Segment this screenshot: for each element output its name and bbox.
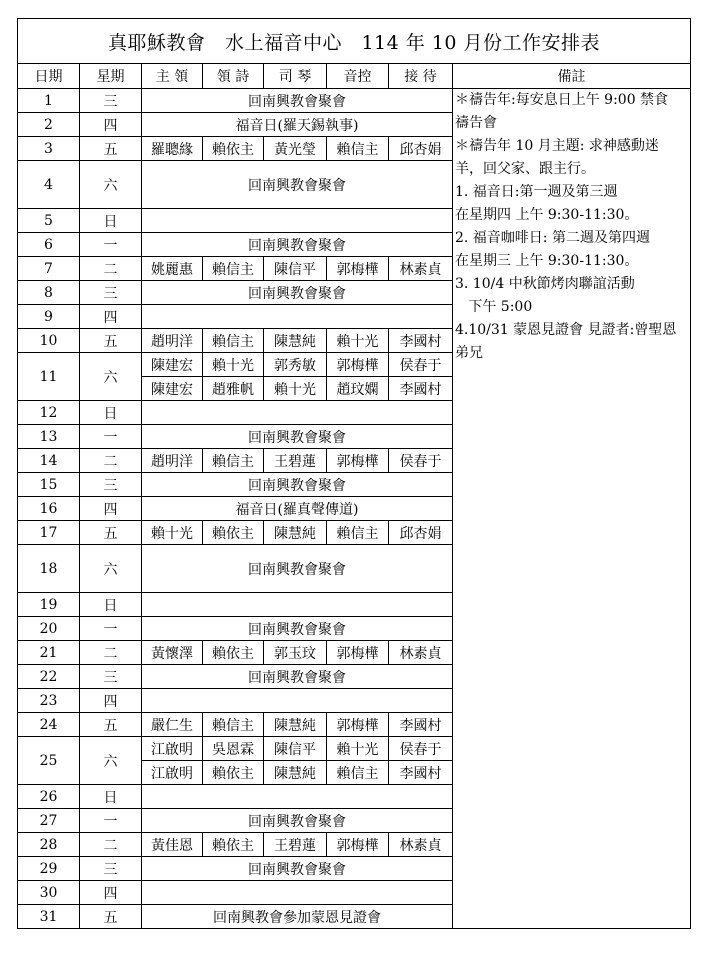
pianist-header: 司 琴	[264, 64, 327, 89]
sound-control-cell: 郭梅樺	[327, 257, 389, 281]
leader-cell: 趙明洋	[142, 449, 203, 473]
pianist-cell: 陳慧純	[264, 761, 327, 785]
reception-cell: 林素貞	[389, 257, 453, 281]
weekday-cell: 二	[80, 449, 142, 473]
hymn-leader-cell: 賴依主	[203, 521, 264, 545]
date-cell: 29	[18, 857, 80, 881]
sound-control-cell: 賴信主	[327, 761, 389, 785]
reception-cell: 侯春于	[389, 737, 453, 761]
date-cell: 12	[18, 401, 80, 425]
reception-cell: 李國村	[389, 329, 453, 353]
date-cell: 20	[18, 617, 80, 641]
merged-note-cell: 福音日(羅真聲傳道)	[142, 497, 453, 521]
weekday-cell: 六	[80, 737, 142, 785]
schedule-body	[18, 89, 691, 929]
merged-note-cell: 福音日(羅天錫執事)	[142, 113, 453, 137]
sound-control-cell: 郭梅樺	[327, 353, 389, 377]
date-cell: 3	[18, 137, 80, 161]
hymn-leader-cell: 賴依主	[203, 641, 264, 665]
table-row	[18, 89, 691, 113]
merged-note-cell	[142, 689, 453, 713]
hymn-leader-header: 領 詩	[203, 64, 264, 89]
merged-note-cell: 回南興教會聚會	[142, 617, 453, 641]
weekday-cell: 日	[80, 401, 142, 425]
leader-cell: 陳建宏	[142, 377, 203, 401]
reception-cell: 侯春于	[389, 353, 453, 377]
date-cell: 24	[18, 713, 80, 737]
date-cell: 30	[18, 881, 80, 905]
merged-note-cell: 回南興教會聚會	[142, 857, 453, 881]
merged-note-cell: 回南興教會聚會	[142, 473, 453, 497]
sound-control-cell: 賴十光	[327, 737, 389, 761]
pianist-cell: 陳慧純	[264, 713, 327, 737]
weekday-cell: 四	[80, 305, 142, 329]
remark-line: 羊，回父家、跟主行。	[455, 161, 595, 177]
date-cell: 19	[18, 593, 80, 617]
merged-note-cell	[142, 785, 453, 809]
date-cell: 21	[18, 641, 80, 665]
date-cell: 6	[18, 233, 80, 257]
weekday-cell: 一	[80, 425, 142, 449]
reception-cell: 李國村	[389, 761, 453, 785]
reception-cell: 李國村	[389, 713, 453, 737]
weekday-cell: 二	[80, 641, 142, 665]
leader-cell: 江啟明	[142, 761, 203, 785]
date-cell: 5	[18, 209, 80, 233]
reception-header: 接 待	[389, 64, 453, 89]
pianist-cell: 王碧蓮	[264, 833, 327, 857]
sound-control-cell: 趙玟嫻	[327, 377, 389, 401]
pianist-cell: 郭秀敏	[264, 353, 327, 377]
merged-note-cell	[142, 209, 453, 233]
remarks-cell	[453, 89, 691, 929]
merged-note-cell: 回南興教會聚會	[142, 809, 453, 833]
merged-note-cell: 回南興教會聚會	[142, 281, 453, 305]
date-cell: 9	[18, 305, 80, 329]
weekday-cell: 三	[80, 665, 142, 689]
date-cell: 22	[18, 665, 80, 689]
date-cell: 26	[18, 785, 80, 809]
weekday-cell: 五	[80, 521, 142, 545]
date-cell: 7	[18, 257, 80, 281]
remark-line: 3. 10/4 中秋節烤肉聯誼活動	[455, 276, 635, 292]
leader-cell: 江啟明	[142, 737, 203, 761]
weekday-cell: 四	[80, 497, 142, 521]
merged-note-cell: 回南興教會參加蒙恩見證會	[142, 905, 453, 929]
merged-note-cell	[142, 593, 453, 617]
sound-control-cell: 賴信主	[327, 521, 389, 545]
remark-line: 4.10/31 蒙恩見證會 見證者:曾聖恩	[455, 322, 677, 338]
merged-note-cell: 回南興教會聚會	[142, 161, 453, 209]
header-row	[18, 64, 691, 89]
remark-line: 下午 5:00	[455, 299, 533, 315]
weekday-cell: 五	[80, 905, 142, 929]
reception-cell: 邱杏娟	[389, 521, 453, 545]
weekday-cell: 一	[80, 809, 142, 833]
sound-control-header: 音控	[327, 64, 389, 89]
sound-control-cell: 郭梅樺	[327, 449, 389, 473]
weekday-header: 星期	[80, 64, 142, 89]
hymn-leader-cell: 趙雅帆	[203, 377, 264, 401]
hymn-leader-cell: 賴信主	[203, 257, 264, 281]
merged-note-cell: 回南興教會聚會	[142, 545, 453, 593]
date-cell: 2	[18, 113, 80, 137]
leader-header: 主 領	[142, 64, 203, 89]
remark-line: 弟兄	[455, 345, 483, 361]
pianist-cell: 陳信平	[264, 737, 327, 761]
merged-note-cell: 回南興教會聚會	[142, 665, 453, 689]
pianist-cell: 賴十光	[264, 377, 327, 401]
sound-control-cell: 賴十光	[327, 329, 389, 353]
weekday-cell: 四	[80, 881, 142, 905]
date-header: 日期	[18, 64, 80, 89]
remark-line: ＊禱告年:每安息日上午 9:00 禁食	[455, 92, 669, 108]
date-cell: 14	[18, 449, 80, 473]
weekday-cell: 五	[80, 329, 142, 353]
pianist-cell: 黃光瑩	[264, 137, 327, 161]
hymn-leader-cell: 賴依主	[203, 137, 264, 161]
sound-control-cell: 賴信主	[327, 137, 389, 161]
weekday-cell: 日	[80, 785, 142, 809]
reception-cell: 邱杏娟	[389, 137, 453, 161]
leader-cell: 賴十光	[142, 521, 203, 545]
weekday-cell: 五	[80, 137, 142, 161]
merged-note-cell	[142, 305, 453, 329]
page-title: 真耶穌教會 水上福音中心 114 年 10 月份工作安排表	[18, 19, 691, 64]
sound-control-cell: 郭梅樺	[327, 641, 389, 665]
date-cell: 4	[18, 161, 80, 209]
pianist-cell: 陳慧純	[264, 329, 327, 353]
leader-cell: 嚴仁生	[142, 713, 203, 737]
leader-cell: 黃懷澤	[142, 641, 203, 665]
merged-note-cell	[142, 401, 453, 425]
remark-line: 在星期三 上午 9:30-11:30。	[455, 253, 639, 269]
weekday-cell: 日	[80, 209, 142, 233]
leader-cell: 姚麗惠	[142, 257, 203, 281]
date-cell: 8	[18, 281, 80, 305]
weekday-cell: 三	[80, 89, 142, 113]
remark-line: ＊禱告年 10 月主題: 求神感動迷	[455, 138, 659, 154]
remark-line: 1. 福音日:第一週及第三週	[455, 184, 618, 200]
leader-cell: 羅聰緣	[142, 137, 203, 161]
remarks-header: 備註	[453, 64, 691, 89]
pianist-cell: 陳慧純	[264, 521, 327, 545]
date-cell: 16	[18, 497, 80, 521]
sound-control-cell: 郭梅樺	[327, 713, 389, 737]
weekday-cell: 四	[80, 113, 142, 137]
weekday-cell: 三	[80, 281, 142, 305]
date-cell: 27	[18, 809, 80, 833]
weekday-cell: 二	[80, 833, 142, 857]
reception-cell: 侯春于	[389, 449, 453, 473]
schedule-table	[17, 18, 691, 929]
leader-cell: 黃佳恩	[142, 833, 203, 857]
date-cell: 11	[18, 353, 80, 401]
merged-note-cell: 回南興教會聚會	[142, 425, 453, 449]
hymn-leader-cell: 賴信主	[203, 449, 264, 473]
pianist-cell: 郭玉玟	[264, 641, 327, 665]
date-cell: 18	[18, 545, 80, 593]
date-cell: 17	[18, 521, 80, 545]
date-cell: 23	[18, 689, 80, 713]
date-cell: 1	[18, 89, 80, 113]
reception-cell: 李國村	[389, 377, 453, 401]
hymn-leader-cell: 賴依主	[203, 833, 264, 857]
weekday-cell: 四	[80, 689, 142, 713]
weekday-cell: 二	[80, 257, 142, 281]
hymn-leader-cell: 賴信主	[203, 329, 264, 353]
pianist-cell: 陳信平	[264, 257, 327, 281]
weekday-cell: 六	[80, 545, 142, 593]
hymn-leader-cell: 賴依主	[203, 761, 264, 785]
date-cell: 31	[18, 905, 80, 929]
remark-line: 2. 福音咖啡日: 第二週及第四週	[455, 230, 650, 246]
date-cell: 28	[18, 833, 80, 857]
date-cell: 13	[18, 425, 80, 449]
date-cell: 15	[18, 473, 80, 497]
weekday-cell: 一	[80, 233, 142, 257]
hymn-leader-cell: 賴信主	[203, 713, 264, 737]
weekday-cell: 三	[80, 857, 142, 881]
date-cell: 10	[18, 329, 80, 353]
remark-line: 在星期四 上午 9:30-11:30。	[455, 207, 639, 223]
hymn-leader-cell: 賴十光	[203, 353, 264, 377]
weekday-cell: 日	[80, 593, 142, 617]
reception-cell: 林素貞	[389, 641, 453, 665]
weekday-cell: 一	[80, 617, 142, 641]
leader-cell: 陳建宏	[142, 353, 203, 377]
reception-cell: 林素貞	[389, 833, 453, 857]
pianist-cell: 王碧蓮	[264, 449, 327, 473]
merged-note-cell: 回南興教會聚會	[142, 233, 453, 257]
leader-cell: 趙明洋	[142, 329, 203, 353]
remark-line: 禱告會	[455, 115, 497, 131]
weekday-cell: 三	[80, 473, 142, 497]
merged-note-cell	[142, 881, 453, 905]
sound-control-cell: 郭梅樺	[327, 833, 389, 857]
hymn-leader-cell: 吳恩霖	[203, 737, 264, 761]
date-cell: 25	[18, 737, 80, 785]
weekday-cell: 六	[80, 353, 142, 401]
weekday-cell: 六	[80, 161, 142, 209]
weekday-cell: 五	[80, 713, 142, 737]
merged-note-cell: 回南興教會聚會	[142, 89, 453, 113]
